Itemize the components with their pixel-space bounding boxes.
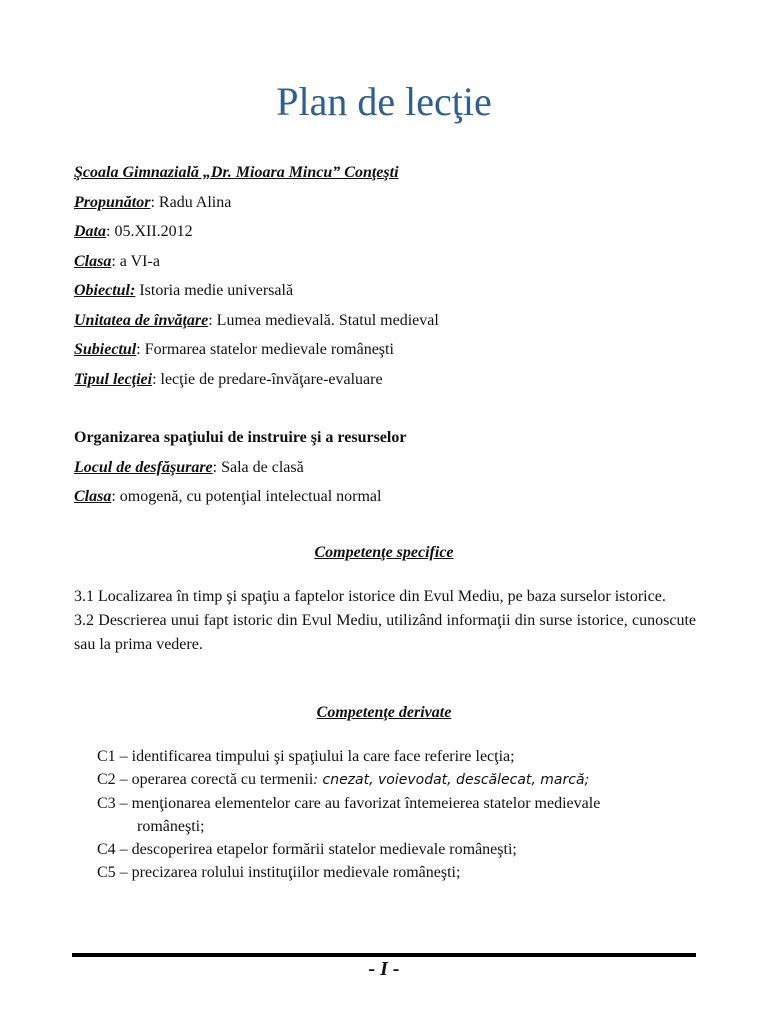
lesson-type-label: Tipul lecţiei [74,370,153,388]
lesson-type-value: : lecţie de predare-învăţare-evaluare [152,370,383,388]
topic-label: Subiectul [74,341,137,358]
derived-competence-c3: C3 – menţionarea elementelor care au favorizat întemeierea statelor medievale [97,795,601,812]
footer-divider [72,953,696,957]
spacer [74,397,714,426]
topic-value: : Formarea statelor medievale româneşti [136,341,394,358]
derived-competence-c3-continuation: româneşti; [137,818,205,835]
proposer-line [74,191,714,221]
c2-terms: : cnezat, voievodat, descălecat, marcă; [313,772,590,788]
school-line [74,161,714,191]
location-value: : Sala de clasă [212,458,304,476]
class-profile-line [74,485,714,515]
date-value: : 05.XII.2012 [106,223,193,240]
subject-area-line [74,279,714,309]
organization-heading: Organizarea spaţiului de instruire şi a resurselor [74,429,407,446]
location-label: Locul de desfăşurare [74,458,213,476]
page-title: Plan de lecţie [276,79,492,124]
location-line [74,456,714,486]
class-value: : a VI-a [111,252,160,270]
specific-competences-list [74,585,696,657]
topic-line [74,338,714,368]
learning-unit-line [74,309,714,339]
subject-area-value: Istoria medie universală [135,282,294,299]
subject-area-label: Obiectul: [74,282,136,299]
school-name: Şcoala Gimnazială „Dr. Mioara Mincu” Conţeşti [74,164,399,181]
class-line [74,250,714,280]
derived-competence-c2 [97,768,697,792]
date-line [74,220,714,250]
learning-unit-value: : Lumea medievală. Statul medieval [208,311,439,329]
proposer-value: : Radu Alina [150,193,232,211]
organization-heading-line [74,426,714,456]
date-label: Data [74,223,106,240]
proposer-label: Propunător [74,193,151,211]
specific-competence-item: 3.1 Localizarea în timp şi spaţiu a faptelor istorice din Evul Mediu, pe baza surselor istorice. [74,588,666,605]
derived-competence-c5: C5 – precizarea rolului instituţiilor medievale româneşti; [97,864,461,881]
derived-competences-list [97,745,697,884]
class-profile-label: Clasa [74,488,112,505]
lesson-info [74,161,714,515]
class-label: Clasa [74,252,112,270]
derived-competence-c1: C1 – identificarea timpului şi spaţiului la care face referire lecţia; [97,748,515,765]
specific-competence-item: 3.2 Descrierea unui fapt istoric din Evul Mediu, utilizând informaţii din surse istorice, cunoscute sau la prima vedere. [74,612,696,653]
page-number: - I - [368,958,400,980]
c2-text: C2 – operarea corectă cu termenii [97,771,314,788]
lesson-type-line [74,368,714,398]
learning-unit-label: Unitatea de învăţare [74,311,209,329]
derived-competence-c4: C4 – descoperirea etapelor formării statelor medievale româneşti; [97,841,517,858]
specific-competences-heading: Competenţe specifice [314,544,454,561]
derived-competences-heading: Competenţe derivate [316,704,452,721]
class-profile-value: : omogenă, cu potenţial intelectual normal [111,488,382,505]
